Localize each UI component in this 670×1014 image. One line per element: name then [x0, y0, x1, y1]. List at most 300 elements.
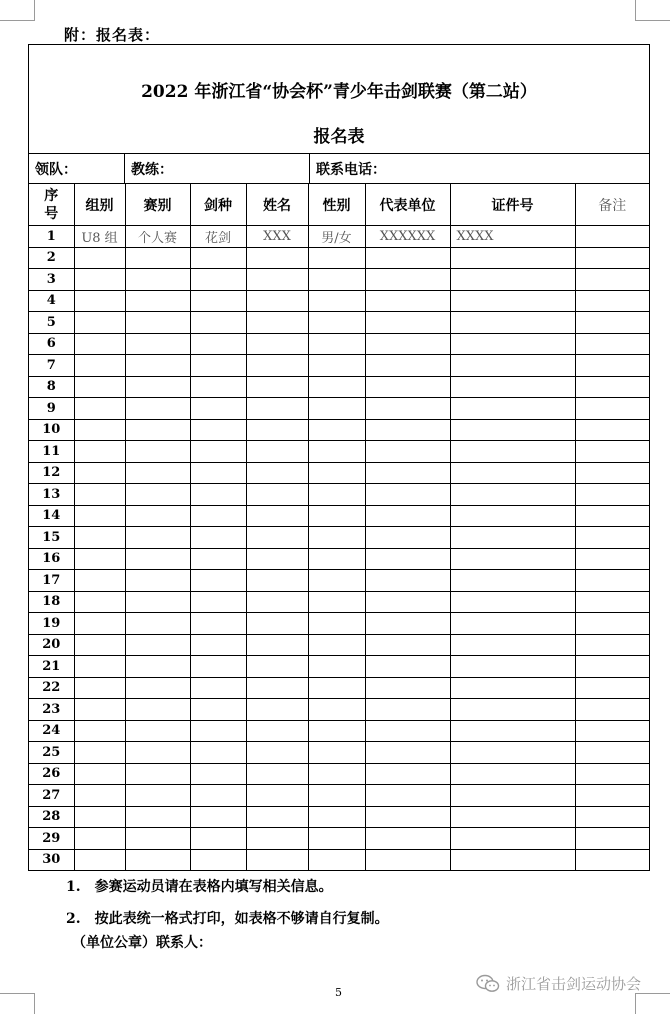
cell-unit[interactable]	[365, 247, 450, 269]
cell-group[interactable]	[74, 462, 125, 484]
registration-table	[29, 184, 649, 870]
cell-id-number[interactable]	[450, 699, 575, 721]
cell-name[interactable]	[246, 656, 308, 678]
cell-group[interactable]	[74, 785, 125, 807]
row-number: 17	[29, 570, 74, 592]
cell-remark[interactable]	[575, 656, 649, 678]
cell-event[interactable]	[125, 570, 190, 592]
cell-unit[interactable]	[365, 312, 450, 334]
cell-weapon[interactable]	[190, 591, 246, 613]
cell-name[interactable]	[246, 484, 308, 506]
cell-id-number[interactable]	[450, 849, 575, 870]
cell-name[interactable]	[246, 742, 308, 764]
cell-event[interactable]	[125, 484, 190, 506]
cell-group[interactable]	[74, 548, 125, 570]
cell-name[interactable]	[246, 763, 308, 785]
cell-id-number[interactable]	[450, 785, 575, 807]
cell-weapon[interactable]	[190, 247, 246, 269]
cell-weapon[interactable]: 花剑	[190, 226, 246, 248]
cell-event[interactable]	[125, 720, 190, 742]
cell-remark[interactable]	[575, 806, 649, 828]
cell-weapon[interactable]	[190, 613, 246, 635]
cell-unit[interactable]	[365, 634, 450, 656]
cell-id-number[interactable]	[450, 312, 575, 334]
cell-id-number[interactable]	[450, 634, 575, 656]
cell-unit[interactable]	[365, 333, 450, 355]
cell-id-number[interactable]	[450, 290, 575, 312]
row-number: 21	[29, 656, 74, 678]
cell-event[interactable]	[125, 548, 190, 570]
cell-group[interactable]	[74, 419, 125, 441]
cell-name[interactable]	[246, 376, 308, 398]
cell-event[interactable]	[125, 828, 190, 850]
cell-unit[interactable]	[365, 591, 450, 613]
cell-remark[interactable]	[575, 333, 649, 355]
cell-gender[interactable]	[308, 591, 365, 613]
cell-id-number[interactable]	[450, 419, 575, 441]
coach-field[interactable]	[125, 154, 310, 183]
cell-gender[interactable]	[308, 634, 365, 656]
cell-remark[interactable]	[575, 634, 649, 656]
cell-event[interactable]	[125, 398, 190, 420]
cell-name[interactable]	[246, 591, 308, 613]
cell-event[interactable]	[125, 613, 190, 635]
cell-name[interactable]	[246, 570, 308, 592]
leader-field[interactable]	[29, 154, 125, 183]
table-row	[29, 699, 649, 721]
cell-name[interactable]	[246, 699, 308, 721]
table-row	[29, 785, 649, 807]
cell-remark[interactable]	[575, 398, 649, 420]
table-row	[29, 247, 649, 269]
cell-event[interactable]	[125, 677, 190, 699]
cell-gender[interactable]	[308, 398, 365, 420]
cell-remark[interactable]	[575, 226, 649, 248]
cell-id-number[interactable]	[450, 570, 575, 592]
cell-gender[interactable]	[308, 419, 365, 441]
cell-event[interactable]	[125, 462, 190, 484]
header-seq	[29, 184, 74, 226]
cell-gender[interactable]	[308, 527, 365, 549]
cell-id-number[interactable]	[450, 591, 575, 613]
row-number: 28	[29, 806, 74, 828]
table-row	[29, 290, 649, 312]
cell-event[interactable]	[125, 333, 190, 355]
row-number: 1	[29, 226, 74, 248]
cell-event[interactable]	[125, 849, 190, 870]
row-number: 2	[29, 247, 74, 269]
table-row	[29, 419, 649, 441]
cell-unit[interactable]	[365, 376, 450, 398]
cell-id-number[interactable]	[450, 828, 575, 850]
cell-id-number[interactable]	[450, 247, 575, 269]
cell-group[interactable]	[74, 505, 125, 527]
cell-gender[interactable]	[308, 677, 365, 699]
cell-group[interactable]	[74, 312, 125, 334]
cell-remark[interactable]	[575, 269, 649, 291]
cell-weapon[interactable]	[190, 527, 246, 549]
cell-group[interactable]	[74, 591, 125, 613]
cell-gender[interactable]	[308, 548, 365, 570]
cell-gender[interactable]	[308, 333, 365, 355]
cell-group[interactable]	[74, 570, 125, 592]
cell-event[interactable]	[125, 785, 190, 807]
cell-id-number[interactable]	[450, 677, 575, 699]
cell-remark[interactable]	[575, 591, 649, 613]
cell-event[interactable]	[125, 419, 190, 441]
cell-unit[interactable]	[365, 849, 450, 870]
row-number: 10	[29, 419, 74, 441]
cell-event[interactable]	[125, 591, 190, 613]
cell-weapon[interactable]	[190, 312, 246, 334]
cell-unit[interactable]	[365, 269, 450, 291]
cell-name[interactable]	[246, 333, 308, 355]
row-number: 30	[29, 849, 74, 870]
cell-gender[interactable]	[308, 742, 365, 764]
cell-weapon[interactable]	[190, 656, 246, 678]
cell-weapon[interactable]	[190, 720, 246, 742]
cell-name[interactable]	[246, 398, 308, 420]
cell-remark[interactable]	[575, 677, 649, 699]
cell-event[interactable]	[125, 441, 190, 463]
cell-gender[interactable]	[308, 570, 365, 592]
cell-group[interactable]	[74, 376, 125, 398]
cell-group[interactable]	[74, 699, 125, 721]
cell-gender[interactable]	[308, 290, 365, 312]
cell-name[interactable]	[246, 849, 308, 870]
wechat-bubble-icon	[476, 974, 500, 994]
cell-unit[interactable]	[365, 398, 450, 420]
cell-event[interactable]	[125, 355, 190, 377]
header-id-number: 证件号	[450, 184, 575, 226]
cell-gender[interactable]	[308, 613, 365, 635]
cell-name[interactable]	[246, 828, 308, 850]
cell-gender[interactable]	[308, 484, 365, 506]
cell-weapon[interactable]	[190, 828, 246, 850]
cell-name[interactable]: XXX	[246, 226, 308, 248]
table-row	[29, 763, 649, 785]
cell-name[interactable]	[246, 312, 308, 334]
cell-remark[interactable]	[575, 484, 649, 506]
header-group: 组别	[74, 184, 125, 226]
cell-gender[interactable]: 男/女	[308, 226, 365, 248]
cell-group[interactable]	[74, 806, 125, 828]
cell-remark[interactable]	[575, 419, 649, 441]
cell-weapon[interactable]	[190, 355, 246, 377]
cell-unit[interactable]	[365, 462, 450, 484]
table-row	[29, 376, 649, 398]
header-remark: 备注	[575, 184, 649, 226]
note-2: 2. 按此表统一格式打印，如表格不够请自行复制。	[66, 911, 389, 927]
cell-unit[interactable]	[365, 527, 450, 549]
page-number: 5	[335, 986, 342, 999]
cell-id-number[interactable]	[450, 505, 575, 527]
cell-gender[interactable]	[308, 355, 365, 377]
cell-unit[interactable]	[365, 505, 450, 527]
cell-gender[interactable]	[308, 763, 365, 785]
row-number: 22	[29, 677, 74, 699]
cell-name[interactable]	[246, 527, 308, 549]
cell-gender[interactable]	[308, 656, 365, 678]
cell-id-number[interactable]	[450, 527, 575, 549]
cell-name[interactable]	[246, 419, 308, 441]
cell-group[interactable]	[74, 634, 125, 656]
cell-remark[interactable]	[575, 570, 649, 592]
cell-unit[interactable]	[365, 699, 450, 721]
header-gender: 性别	[308, 184, 365, 226]
cell-id-number[interactable]	[450, 763, 575, 785]
cell-weapon[interactable]	[190, 441, 246, 463]
table-row	[29, 656, 649, 678]
cell-group[interactable]: U8 组	[74, 226, 125, 248]
table-row	[29, 720, 649, 742]
cell-group[interactable]	[74, 333, 125, 355]
cell-name[interactable]	[246, 462, 308, 484]
cell-name[interactable]	[246, 785, 308, 807]
table-row	[29, 591, 649, 613]
cell-remark[interactable]	[575, 742, 649, 764]
crop-mark-bottom-right	[635, 993, 670, 1014]
cell-unit[interactable]	[365, 548, 450, 570]
cell-remark[interactable]	[575, 548, 649, 570]
cell-unit[interactable]	[365, 613, 450, 635]
header-weapon: 剑种	[190, 184, 246, 226]
cell-weapon[interactable]	[190, 677, 246, 699]
cell-weapon[interactable]	[190, 570, 246, 592]
cell-weapon[interactable]	[190, 484, 246, 506]
cell-unit[interactable]	[365, 720, 450, 742]
cell-name[interactable]	[246, 269, 308, 291]
cell-gender[interactable]	[308, 806, 365, 828]
cell-weapon[interactable]	[190, 462, 246, 484]
cell-group[interactable]	[74, 441, 125, 463]
table-row	[29, 849, 649, 870]
cell-id-number[interactable]	[450, 441, 575, 463]
cell-event[interactable]	[125, 806, 190, 828]
cell-id-number[interactable]	[450, 613, 575, 635]
cell-remark[interactable]	[575, 376, 649, 398]
cell-event[interactable]	[125, 634, 190, 656]
cell-remark[interactable]	[575, 699, 649, 721]
cell-event[interactable]	[125, 312, 190, 334]
cell-remark[interactable]	[575, 290, 649, 312]
note-1: 1. 参赛运动员请在表格内填写相关信息。	[66, 879, 333, 895]
cell-group[interactable]	[74, 355, 125, 377]
cell-id-number[interactable]	[450, 376, 575, 398]
cell-id-number[interactable]	[450, 355, 575, 377]
cell-name[interactable]	[246, 634, 308, 656]
cell-weapon[interactable]	[190, 269, 246, 291]
cell-remark[interactable]	[575, 828, 649, 850]
header-event: 赛别	[125, 184, 190, 226]
cell-remark[interactable]	[575, 247, 649, 269]
cell-remark[interactable]	[575, 462, 649, 484]
cell-group[interactable]	[74, 742, 125, 764]
cell-remark[interactable]	[575, 441, 649, 463]
table-row	[29, 505, 649, 527]
watermark-text: 浙江省击剑运动协会	[506, 975, 642, 993]
table-row	[29, 742, 649, 764]
row-number: 20	[29, 634, 74, 656]
cell-id-number[interactable]	[450, 462, 575, 484]
cell-remark[interactable]	[575, 763, 649, 785]
cell-group[interactable]	[74, 720, 125, 742]
cell-remark[interactable]	[575, 527, 649, 549]
cell-remark[interactable]	[575, 505, 649, 527]
phone-label: 联系电话：	[316, 161, 386, 178]
row-number: 13	[29, 484, 74, 506]
cell-unit[interactable]	[365, 742, 450, 764]
cell-group[interactable]	[74, 828, 125, 850]
cell-gender[interactable]	[308, 505, 365, 527]
row-number: 3	[29, 269, 74, 291]
cell-id-number[interactable]	[450, 656, 575, 678]
cell-event[interactable]	[125, 742, 190, 764]
table-row	[29, 677, 649, 699]
cell-weapon[interactable]	[190, 742, 246, 764]
row-number: 4	[29, 290, 74, 312]
row-number: 25	[29, 742, 74, 764]
cell-weapon[interactable]	[190, 849, 246, 870]
cell-gender[interactable]	[308, 849, 365, 870]
cell-weapon[interactable]	[190, 785, 246, 807]
cell-name[interactable]	[246, 806, 308, 828]
cell-unit[interactable]	[365, 419, 450, 441]
cell-name[interactable]	[246, 247, 308, 269]
cell-name[interactable]	[246, 677, 308, 699]
cell-gender[interactable]	[308, 312, 365, 334]
cell-unit[interactable]	[365, 806, 450, 828]
cell-id-number[interactable]	[450, 806, 575, 828]
cell-weapon[interactable]	[190, 763, 246, 785]
cell-remark[interactable]	[575, 849, 649, 870]
table-header-row	[29, 184, 649, 226]
header-unit: 代表单位	[365, 184, 450, 226]
cell-event[interactable]	[125, 247, 190, 269]
cell-event[interactable]	[125, 376, 190, 398]
cell-group[interactable]	[74, 849, 125, 870]
cell-weapon[interactable]	[190, 634, 246, 656]
cell-event[interactable]	[125, 656, 190, 678]
cell-name[interactable]	[246, 613, 308, 635]
cell-weapon[interactable]	[190, 376, 246, 398]
cell-event[interactable]	[125, 527, 190, 549]
cell-name[interactable]	[246, 720, 308, 742]
cell-gender[interactable]	[308, 462, 365, 484]
cell-id-number[interactable]	[450, 548, 575, 570]
contact-info-row	[29, 154, 649, 184]
cell-group[interactable]	[74, 290, 125, 312]
phone-field[interactable]	[310, 154, 649, 183]
cell-id-number[interactable]	[450, 742, 575, 764]
cell-group[interactable]	[74, 398, 125, 420]
cell-gender[interactable]	[308, 247, 365, 269]
cell-gender[interactable]	[308, 269, 365, 291]
cell-event[interactable]	[125, 269, 190, 291]
row-number: 15	[29, 527, 74, 549]
cell-gender[interactable]	[308, 699, 365, 721]
cell-unit[interactable]	[365, 785, 450, 807]
coach-label: 教练：	[131, 161, 173, 178]
cell-unit[interactable]	[365, 828, 450, 850]
cell-gender[interactable]	[308, 441, 365, 463]
cell-gender[interactable]	[308, 828, 365, 850]
cell-weapon[interactable]	[190, 333, 246, 355]
table-row	[29, 355, 649, 377]
cell-event[interactable]: 个人赛	[125, 226, 190, 248]
cell-name[interactable]	[246, 505, 308, 527]
row-number: 29	[29, 828, 74, 850]
cell-weapon[interactable]	[190, 398, 246, 420]
table-row	[29, 828, 649, 850]
cell-unit[interactable]	[365, 677, 450, 699]
cell-group[interactable]	[74, 269, 125, 291]
cell-weapon[interactable]	[190, 419, 246, 441]
cell-remark[interactable]	[575, 720, 649, 742]
cell-name[interactable]	[246, 548, 308, 570]
cell-unit[interactable]	[365, 763, 450, 785]
cell-group[interactable]	[74, 247, 125, 269]
crop-mark-top-left	[0, 0, 35, 21]
leader-label: 领队：	[35, 161, 77, 178]
cell-unit[interactable]	[365, 290, 450, 312]
cell-id-number[interactable]	[450, 269, 575, 291]
row-number: 11	[29, 441, 74, 463]
cell-group[interactable]	[74, 613, 125, 635]
row-number: 16	[29, 548, 74, 570]
cell-group[interactable]	[74, 677, 125, 699]
cell-name[interactable]	[246, 441, 308, 463]
cell-remark[interactable]	[575, 355, 649, 377]
cell-unit[interactable]	[365, 656, 450, 678]
cell-event[interactable]	[125, 505, 190, 527]
cell-group[interactable]	[74, 484, 125, 506]
cell-weapon[interactable]	[190, 548, 246, 570]
cell-id-number[interactable]	[450, 333, 575, 355]
cell-weapon[interactable]	[190, 806, 246, 828]
cell-id-number[interactable]: XXXX	[450, 226, 575, 248]
cell-gender[interactable]	[308, 376, 365, 398]
cell-unit[interactable]	[365, 570, 450, 592]
cell-unit[interactable]	[365, 355, 450, 377]
cell-unit[interactable]: XXXXXX	[365, 226, 450, 248]
cell-unit[interactable]	[365, 484, 450, 506]
cell-id-number[interactable]	[450, 398, 575, 420]
cell-id-number[interactable]	[450, 720, 575, 742]
cell-remark[interactable]	[575, 312, 649, 334]
cell-event[interactable]	[125, 699, 190, 721]
cell-remark[interactable]	[575, 613, 649, 635]
cell-weapon[interactable]	[190, 699, 246, 721]
cell-gender[interactable]	[308, 720, 365, 742]
cell-group[interactable]	[74, 763, 125, 785]
cell-weapon[interactable]	[190, 290, 246, 312]
cell-group[interactable]	[74, 527, 125, 549]
table-row	[29, 333, 649, 355]
cell-group[interactable]	[74, 656, 125, 678]
cell-gender[interactable]	[308, 785, 365, 807]
cell-name[interactable]	[246, 290, 308, 312]
cell-weapon[interactable]	[190, 505, 246, 527]
cell-unit[interactable]	[365, 441, 450, 463]
form-subtitle: 报名表	[313, 127, 365, 147]
cell-name[interactable]	[246, 355, 308, 377]
cell-event[interactable]	[125, 290, 190, 312]
header-name: 姓名	[246, 184, 308, 226]
cell-remark[interactable]	[575, 785, 649, 807]
cell-event[interactable]	[125, 763, 190, 785]
cell-id-number[interactable]	[450, 484, 575, 506]
